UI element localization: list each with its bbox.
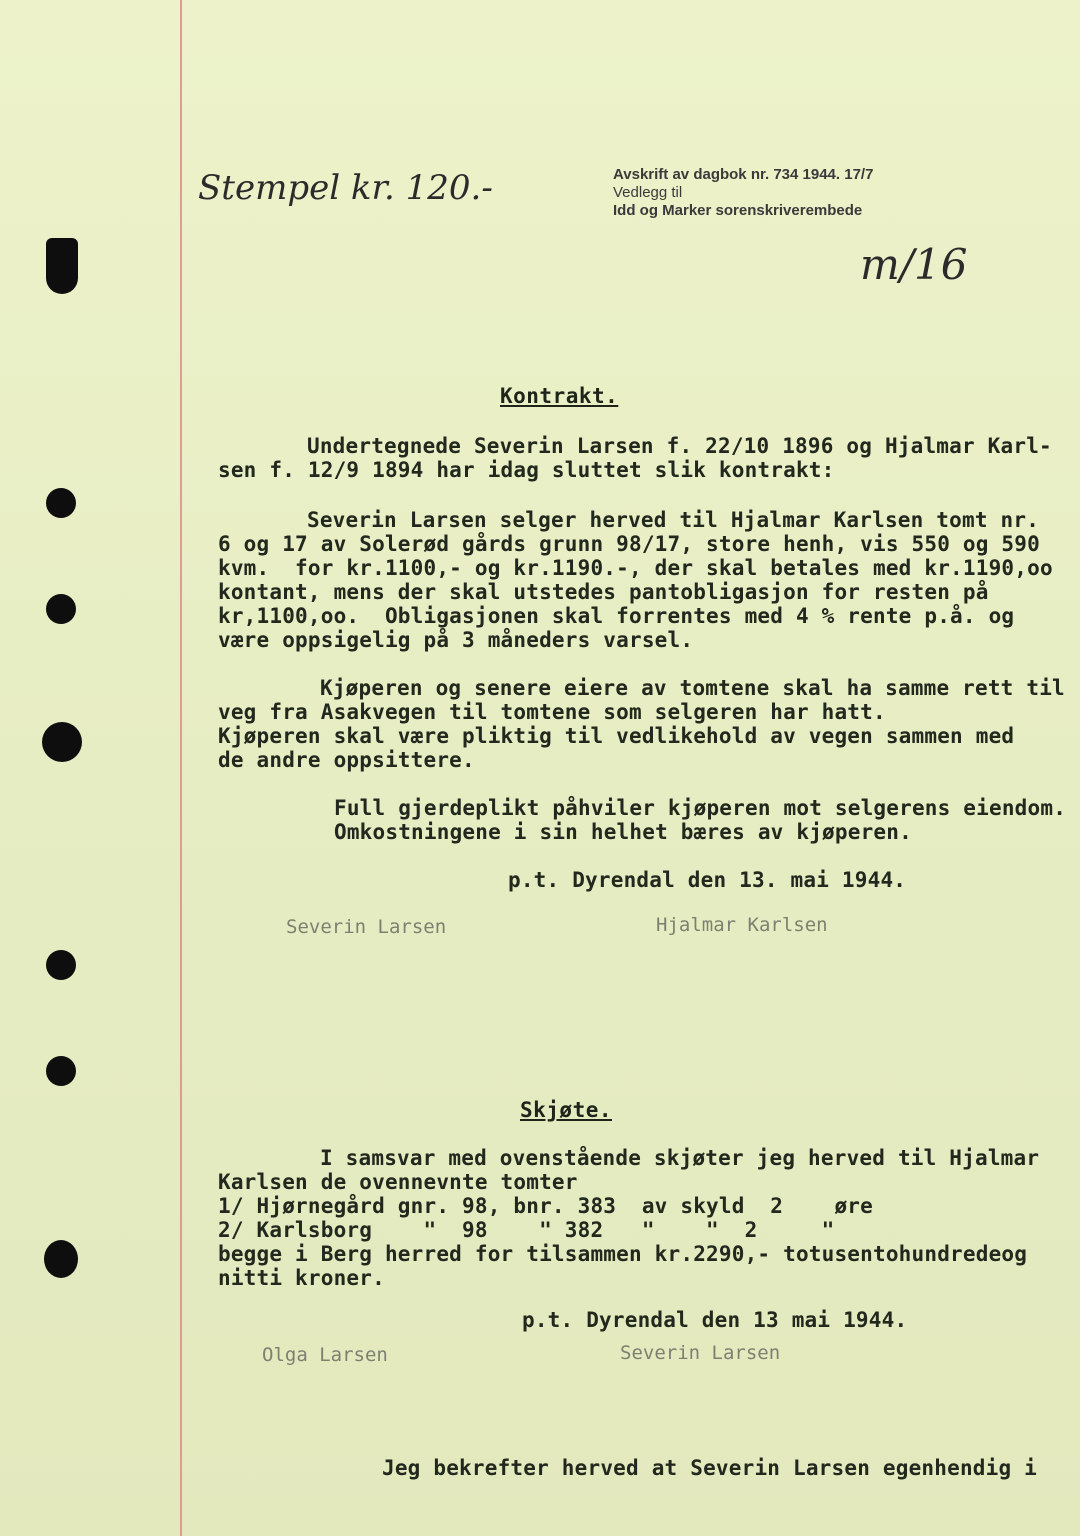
contract-line: Full gjerdeplikt påhviler kjøperen mot selgerens eiendom.	[334, 796, 1067, 820]
contract-title: Kontrakt.	[500, 384, 619, 408]
deed-line: begge i Berg herred for tilsammen kr.2290,- totusentohundredeog	[218, 1242, 1028, 1266]
contract-line: Severin Larsen selger herved til Hjalmar Karlsen tomt nr.	[307, 508, 1040, 532]
contract-line: Kjøperen og senere eiere av tomtene skal ha samme rett til	[320, 676, 1065, 700]
contract-line: kontant, mens der skal utstedes pantobligasjon for resten på	[218, 580, 989, 604]
stamp-line-3: Idd og Marker sorenskriverembede	[613, 202, 863, 219]
signature-severin: Severin Larsen	[620, 1342, 781, 1364]
margin-note: m/16	[860, 240, 968, 289]
punch-hole	[46, 950, 76, 980]
punch-hole	[46, 488, 76, 518]
signature-olga: Olga Larsen	[262, 1344, 388, 1366]
contract-line: Kjøperen skal være pliktig til vedlikehold av vegen sammen med	[218, 724, 1015, 748]
deed-line: 2/ Karlsborg " 98 " 382 " " 2 "	[218, 1218, 835, 1242]
contract-line: 6 og 17 av Solerød gårds grunn 98/17, store henh, vis 550 og 590	[218, 532, 1040, 556]
binder-tab	[46, 238, 78, 294]
stamp-line-2: Vedlegg til	[613, 184, 683, 201]
office-stamp	[613, 166, 873, 220]
contract-line: veg fra Asakvegen til tomtene som selgeren har hatt.	[218, 700, 886, 724]
margin-line	[180, 0, 182, 1536]
punch-hole	[44, 1240, 78, 1278]
deed-line: I samsvar med ovenstående skjøter jeg herved til Hjalmar	[320, 1146, 1040, 1170]
contract-line: Omkostningene i sin helhet bæres av kjøperen.	[334, 820, 912, 844]
deed-title: Skjøte.	[520, 1098, 613, 1122]
stamp-fee-note: Stempel kr. 120.-	[198, 168, 493, 208]
deed-line: Karlsen de ovennevnte tomter	[218, 1170, 578, 1194]
contract-date: p.t. Dyrendal den 13. mai 1944.	[508, 868, 907, 892]
contract-line: Undertegnede Severin Larsen f. 22/10 1896 og Hjalmar Karl-	[307, 434, 1052, 458]
deed-line: 1/ Hjørnegård gnr. 98, bnr. 383 av skyld 2 øre	[218, 1194, 873, 1218]
punch-hole	[46, 594, 76, 624]
contract-line: være oppsigelig på 3 måneders varsel.	[218, 628, 694, 652]
contract-line: kr,1100,oo. Obligasjonen skal forrentes med 4 % rente p.å. og	[218, 604, 1015, 628]
deed-line: nitti kroner.	[218, 1266, 385, 1290]
punch-hole	[42, 722, 82, 762]
stamp-line-1: Avskrift av dagbok nr. 734 1944. 17/7	[613, 166, 874, 183]
footer-line: Jeg bekrefter herved at Severin Larsen egenhendig i	[382, 1456, 1037, 1480]
contract-line: sen f. 12/9 1894 har idag sluttet slik kontrakt:	[218, 458, 835, 482]
contract-line: de andre oppsittere.	[218, 748, 475, 772]
punch-hole	[46, 1056, 76, 1086]
signature-seller: Severin Larsen	[286, 916, 447, 938]
contract-line: kvm. for kr.1100,- og kr.1190.-, der skal betales med kr.1190,oo	[218, 556, 1053, 580]
signature-buyer: Hjalmar Karlsen	[656, 914, 828, 936]
deed-date: p.t. Dyrendal den 13 mai 1944.	[522, 1308, 908, 1332]
